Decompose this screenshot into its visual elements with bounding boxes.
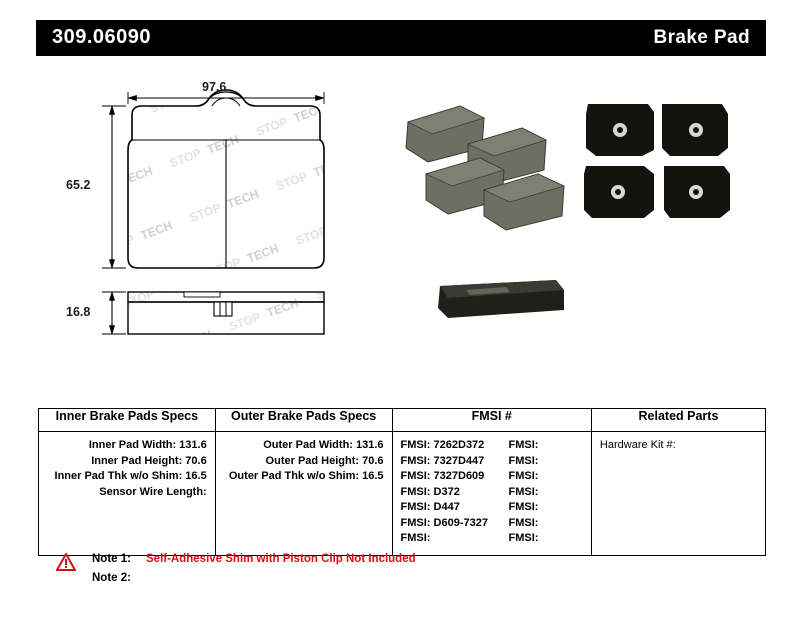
inner-spec-sensor-wire: Sensor Wire Length: (99, 485, 207, 498)
pad-side-view (128, 292, 324, 334)
header-related-parts: Related Parts (591, 409, 765, 432)
inner-spec-width: Inner Pad Width: 131.6 (88, 439, 207, 451)
note-1-label: Note 1: (92, 553, 131, 565)
fmsi-left-5: FMSI: D447 (400, 501, 460, 513)
header-inner-specs: Inner Brake Pads Specs (39, 409, 216, 432)
table-header-row (39, 409, 766, 432)
dim-height-label: 65.2 (66, 178, 91, 192)
fmsi-right-4: FMSI: (508, 485, 539, 498)
table-body-row (39, 432, 766, 556)
fmsi-right-5: FMSI: (508, 501, 539, 513)
note-2-row (56, 572, 756, 591)
page-title: Brake Pad (653, 27, 750, 48)
note-2-label: Note 2: (92, 572, 131, 584)
inner-spec-thickness: Inner Pad Thk w/o Shim: 16.5 (54, 470, 207, 482)
fmsi-right-2: FMSI: (508, 454, 539, 467)
outer-spec-thickness: Outer Pad Thk w/o Shim: 16.5 (228, 470, 384, 482)
notes-section (56, 553, 756, 591)
fmsi-left-4: FMSI: D372 (400, 485, 460, 498)
fmsi-right-7: FMSI: (508, 532, 539, 544)
related-hardware-kit: Hardware Kit #: (599, 439, 676, 451)
photo-pads-black-set (584, 104, 730, 218)
inner-spec-height: Inner Pad Height: 70.6 (91, 454, 207, 467)
fmsi-right-1: FMSI: (508, 439, 539, 451)
warning-icon (56, 553, 76, 571)
fmsi-left-3: FMSI: 7327D609 (400, 470, 485, 482)
technical-drawing (36, 70, 766, 390)
photo-pad-profile (438, 280, 564, 318)
fmsi-left-6: FMSI: D609-7327 (400, 516, 488, 529)
fmsi-left-7: FMSI: (400, 532, 431, 544)
dim-thickness-label: 16.8 (66, 305, 91, 319)
dim-width-label: 97.6 (202, 80, 227, 94)
header-outer-specs: Outer Brake Pads Specs (215, 409, 392, 432)
note-1-text: Self-Adhesive Shim with Piston Clip Not Included (146, 553, 416, 565)
fmsi-left-1: FMSI: 7262D372 (400, 439, 485, 451)
cell-fmsi (392, 432, 591, 556)
dimension-thickness (102, 292, 126, 334)
fmsi-right-6: FMSI: (508, 516, 539, 529)
cell-related-parts (591, 432, 765, 556)
cell-outer-specs (215, 432, 392, 556)
spec-table (38, 408, 766, 556)
pad-front-view (128, 90, 324, 268)
fmsi-right-3: FMSI: (508, 470, 539, 482)
outer-spec-height: Outer Pad Height: 70.6 (265, 454, 384, 467)
note-1-row (56, 553, 756, 572)
cell-inner-specs (39, 432, 216, 556)
photo-pads-stack (406, 106, 564, 230)
outer-spec-width: Outer Pad Width: 131.6 (263, 439, 384, 451)
dimension-height (102, 106, 126, 268)
header-fmsi: FMSI # (392, 409, 591, 432)
part-number: 309.06090 (52, 26, 152, 48)
drawing-svg (36, 70, 766, 390)
fmsi-left-2: FMSI: 7327D447 (400, 454, 485, 467)
